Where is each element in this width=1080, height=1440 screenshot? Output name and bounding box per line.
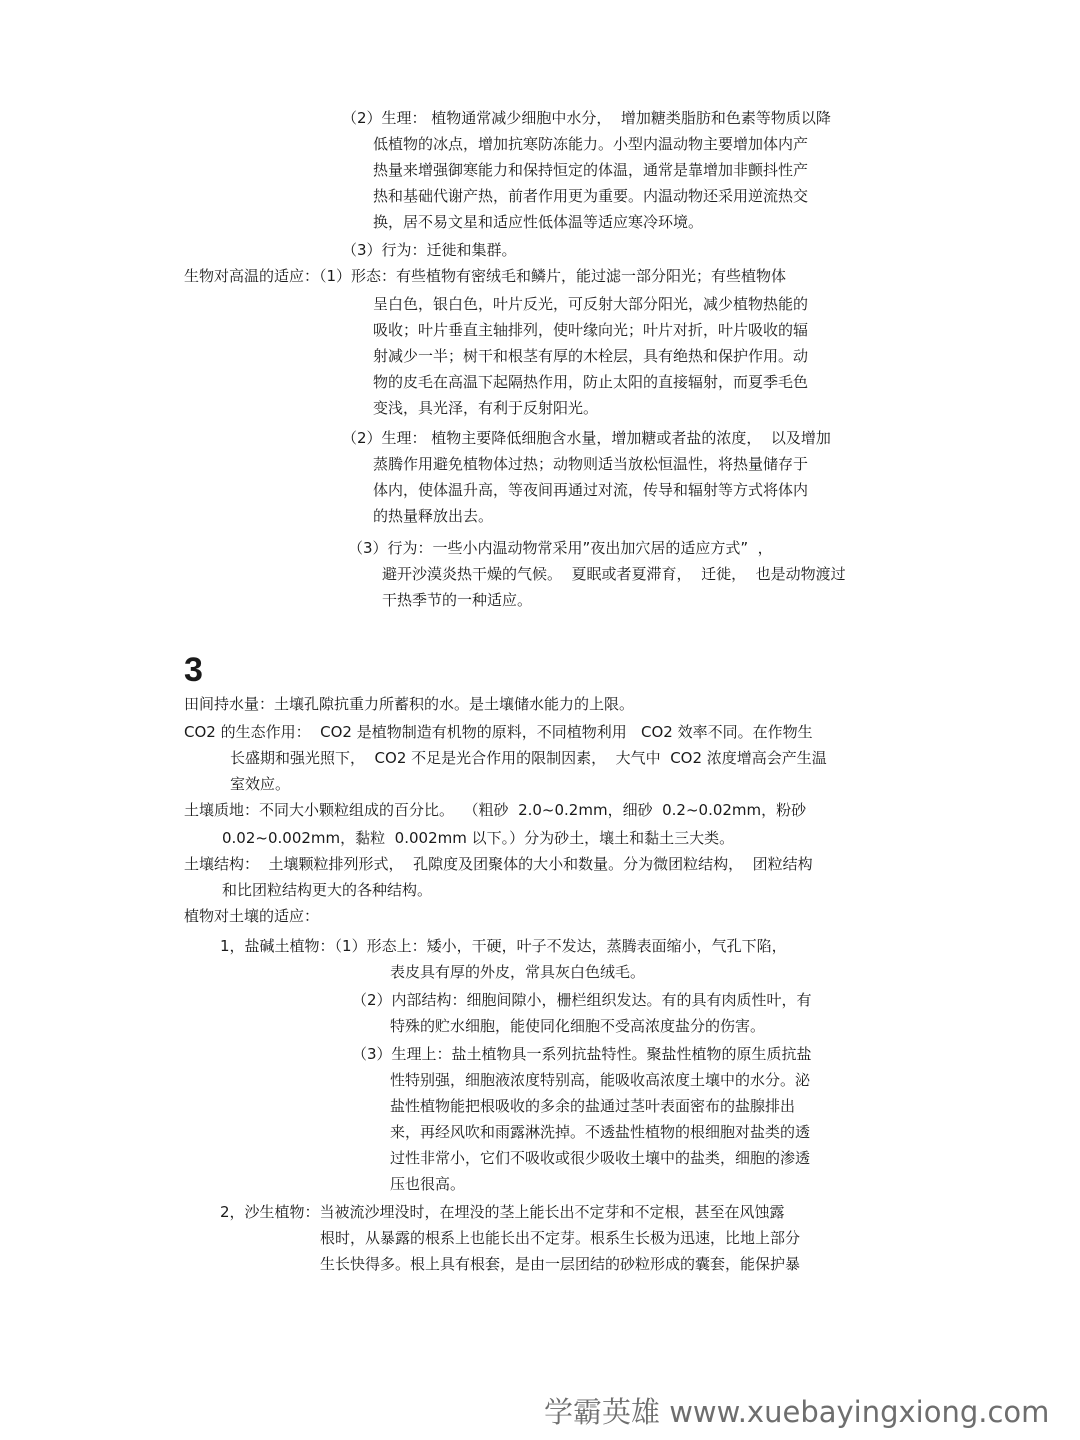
text-line: 1，盐碱土植物：（1）形态上：矮小，干硬，叶子不发达，蒸腾表面缩小，气孔下陷， [220,937,787,955]
text-line: 干热季节的一种适应。 [382,591,533,609]
text-line: 射减少一半；树干和根茎有厚的木栓层，具有绝热和保护作用。动 [373,347,809,365]
section-heading: 3 [184,651,203,689]
text-line: （3）行为：一些小内温动物常采用”夜出加穴居的适应方式” ， [348,539,773,557]
text-line: 室效应。 [230,775,291,793]
text-line: 吸收；叶片垂直主轴排列，使叶缘向光；叶片对折，叶片吸收的辐 [373,321,809,339]
text-line: 避开沙漠炎热干燥的气候。 夏眠或者夏滞育， 迁徙， 也是动物渡过 [382,565,846,583]
text-line: 低植物的冰点，增加抗寒防冻能力。小型内温动物主要增加体内产 [373,135,809,153]
text-line: 生物对高温的适应：（1）形态：有些植物有密绒毛和鳞片，能过滤一部分阳光；有些植物体 [184,267,787,285]
text-line: 性特别强，细胞液浓度特别高，能吸收高浓度土壤中的水分。泌 [390,1071,811,1089]
text-line: （2）内部结构：细胞间隙小，栅栏组织发达。有的具有肉质性叶，有 [352,991,812,1009]
text-line: 的热量释放出去。 [373,507,494,525]
text-line: 物的皮毛在高温下起隔热作用，防止太阳的直接辐射，而夏季毛色 [373,373,809,391]
text-line: （2）生理： 植物主要降低细胞含水量，增加糖或者盐的浓度， 以及增加 [342,429,831,447]
text-line: 田间持水量：土壤孔隙抗重力所蓄积的水。是土壤储水能力的上限。 [184,695,635,713]
text-line: 蒸腾作用避免植物体过热；动物则适当放松恒温性，将热量储存于 [373,455,809,473]
text-line: 呈白色，银白色，叶片反光，可反射大部分阳光，减少植物热能的 [373,295,809,313]
text-line: 根时，从暴露的根系上也能长出不定芽。根系生长极为迅速，比地上部分 [320,1229,801,1247]
text-line: 表皮具有厚的外皮，常具灰白色绒毛。 [390,963,646,981]
text-line: 0.02~0.002mm，黏粒 0.002mm 以下。）分为砂土，壤土和黏土三大类。 [222,829,735,847]
text-line: CO2 的生态作用： CO2 是植物制造有机物的原料，不同植物利用 CO2 效率不同。在作物生 [184,723,813,741]
text-line: （2）生理： 植物通常减少细胞中水分， 增加糖类脂肪和色素等物质以降 [342,109,831,127]
text-line: 热和基础代谢产热，前者作用更为重要。内温动物还采用逆流热交 [373,187,809,205]
text-line: 生长快得多。根上具有根套，是由一层团结的砂粒形成的囊套，能保护暴 [320,1255,801,1273]
text-line: 热量来增强御寒能力和保持恒定的体温，通常是靠增加非颤抖性产 [373,161,809,179]
text-line: 来，再经风吹和雨露淋洗掉。不透盐性植物的根细胞对盐类的透 [390,1123,811,1141]
text-line: 和比团粒结构更大的各种结构。 [222,881,433,899]
text-line: 体内，使体温升高，等夜间再通过对流，传导和辐射等方式将体内 [373,481,809,499]
text-line: 换，居不易文星和适应性低体温等适应寒冷环境。 [373,213,704,231]
text-line: 盐性植物能把根吸收的多余的盐通过茎叶表面密布的盐腺排出 [390,1097,796,1115]
text-line: 特殊的贮水细胞，能使同化细胞不受高浓度盐分的伤害。 [390,1017,766,1035]
text-line: 变浅，具光泽，有利于反射阳光。 [373,399,599,417]
text-line: 土壤结构： 土壤颗粒排列形式， 孔隙度及团聚体的大小和数量。分为微团粒结构， 团粒结构 [184,855,813,873]
text-line: 土壤质地：不同大小颗粒组成的百分比。 （粗砂 2.0~0.2mm，细砂 0.2~0.02mm，粉砂 [184,801,807,819]
text-line: 长盛期和强光照下， CO2 不足是光合作用的限制因素， 大气中 CO2 浓度增高会产生温 [230,749,827,767]
text-line: 过性非常小，它们不吸收或很少吸收土壤中的盐类，细胞的渗透 [390,1149,811,1167]
text-line: （3）生理上：盐土植物具一系列抗盐特性。聚盐性植物的原生质抗盐 [352,1045,812,1063]
text-line: 压也很高。 [390,1175,466,1193]
text-line: 植物对土壤的适应： [184,907,320,925]
text-line: （3）行为：迁徙和集群。 [342,241,517,259]
text-line: 2，沙生植物：当被流沙埋没时，在埋没的茎上能长出不定芽和不定根，甚至在风蚀露 [220,1203,785,1221]
site-watermark: 学霸英雄 www.xuebayingxiong.com [544,1395,1050,1429]
